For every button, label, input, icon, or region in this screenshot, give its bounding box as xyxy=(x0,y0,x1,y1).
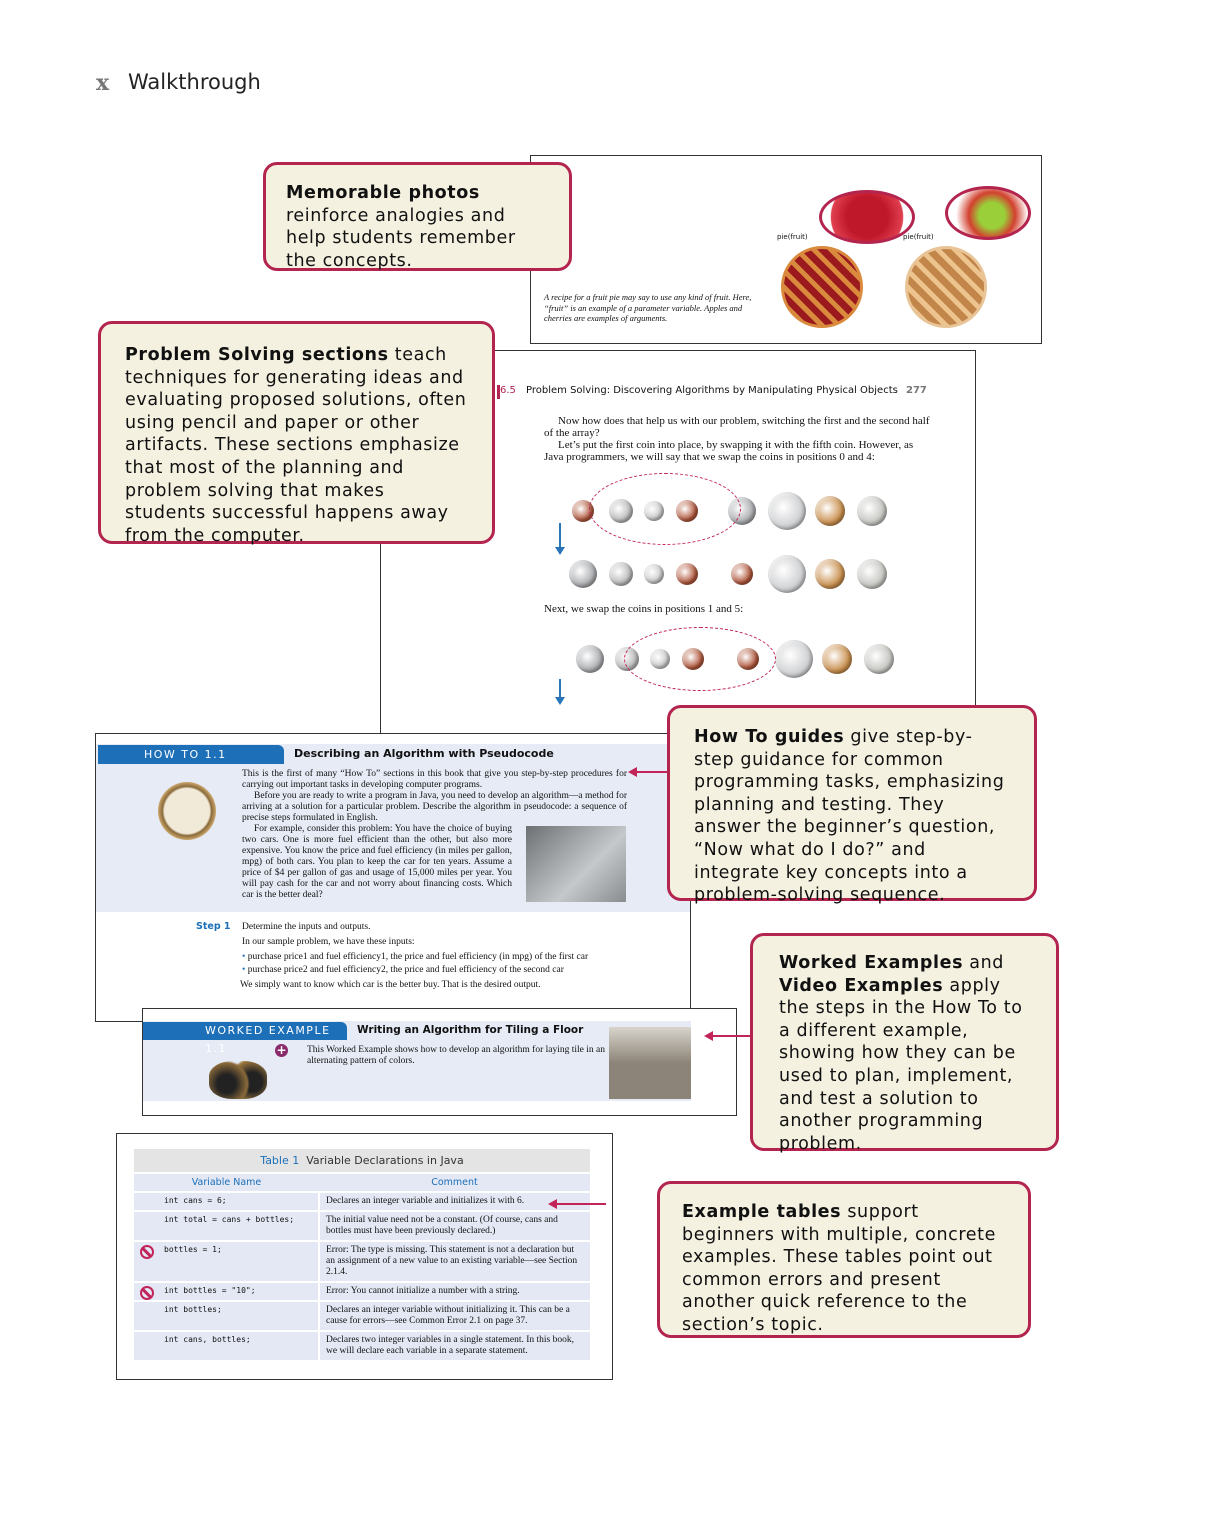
down-arrow xyxy=(559,679,561,699)
worked-example-label: WORKED EXAMPLE 1.1 xyxy=(143,1022,347,1040)
paragraph: Next, we swap the coins in positions 1 and 5: xyxy=(544,603,744,615)
worked-example-title: Writing an Algorithm for Tiling a Floor xyxy=(357,1024,584,1036)
silver-dollar-coin xyxy=(857,496,887,526)
variable-code: int bottles = "10"; xyxy=(134,1282,319,1301)
penny-coin xyxy=(676,563,698,585)
swap-arrow xyxy=(589,473,741,545)
half-dollar-coin xyxy=(768,555,806,593)
nickel-coin xyxy=(609,562,633,586)
page-number: 277 xyxy=(906,385,927,396)
comment: Error: You cannot initialize a number with a string. xyxy=(319,1282,590,1301)
how-to-excerpt xyxy=(95,733,691,1022)
table-row xyxy=(134,1331,590,1361)
step-body: Determine the inputs and outputs. In our sample problem, we have these inputs: • purchase price1 and fuel efficiency1, the price and fuel efficiency (in mpg) of the first car • purchase price2 and fuel efficiency2, the price and fuel efficiency of the second car We simply want to know which car is the better buy. That is the desired output. xyxy=(242,920,662,993)
callout-memorable-photos: Memorable photos reinforce analogies and help students remember the concepts. xyxy=(263,162,572,271)
pointer-arrow xyxy=(556,1203,606,1205)
plus-icon[interactable]: + xyxy=(276,1043,287,1057)
penny-coin xyxy=(731,563,753,585)
step-label: Step 1 xyxy=(196,921,231,932)
error-icon xyxy=(140,1286,154,1300)
paragraph: Let’s put the first coin into place, by swapping it with the fifth coin. However, as Java programmers, we will say that we swap the coins in positions 0 and 4: xyxy=(544,439,914,463)
comment: Declares an integer variable and initializes it with 6. xyxy=(319,1192,590,1211)
column-header: Comment xyxy=(319,1173,590,1192)
callout-example-tables: Example tables support beginners with multiple, concrete examples. These tables point out common errors and present another quick reference to the section’s topic. xyxy=(657,1181,1031,1338)
variable-code: int cans, bottles; xyxy=(134,1331,319,1361)
variable-code: int total = cans + bottles; xyxy=(134,1211,319,1241)
cherry-pie-image xyxy=(781,246,863,328)
pie-label-2: pie(fruit) xyxy=(903,233,934,241)
variable-declarations-table xyxy=(134,1149,590,1362)
how-to-label: HOW TO 1.1 xyxy=(98,745,284,764)
worked-example-excerpt xyxy=(142,1008,737,1116)
silver-dollar-coin xyxy=(864,644,894,674)
quarter-coin xyxy=(576,645,604,673)
pie-label-1: pie(fruit) xyxy=(777,233,808,241)
pointer-arrow xyxy=(636,771,670,773)
column-header: Variable Name xyxy=(134,1173,319,1192)
apples-image xyxy=(945,186,1031,240)
binoculars-image xyxy=(209,1061,267,1099)
half-dollar-coin xyxy=(775,640,813,678)
variable-code: bottles = 1; xyxy=(134,1241,319,1282)
comment: Error: The type is missing. This statement is not a declaration but an assignment of a new value to an existing variable—see Section 2.1.4. xyxy=(319,1241,590,1282)
apple-pie-image xyxy=(905,246,987,328)
section-number: 6.5 xyxy=(500,385,516,396)
gold-dollar-coin xyxy=(815,496,845,526)
callout-worked-examples: Worked Examples and Video Examples apply the steps in the How To to a different example, showing how they can be used to plan, implement, and test a solution to another programming problem. xyxy=(750,933,1059,1151)
table-caption: Table 1 Variable Declarations in Java xyxy=(134,1149,590,1173)
gas-pump-image xyxy=(526,826,626,902)
gold-dollar-coin xyxy=(822,644,852,674)
section-title: Problem Solving: Discovering Algorithms by Manipulating Physical Objects xyxy=(526,385,898,396)
variable-code: int bottles; xyxy=(134,1301,319,1331)
table-row xyxy=(134,1192,590,1211)
table-row xyxy=(134,1241,590,1282)
fruit-photo-excerpt xyxy=(530,155,1042,344)
fruit-caption: A recipe for a fruit pie may say to use any kind of fruit. Here, “fruit” is an example of a parameter variable. Apples and cherries are examples of arguments. xyxy=(544,292,752,323)
table-row xyxy=(134,1211,590,1241)
swap-arrow xyxy=(624,627,776,691)
callout-problem-solving: Problem Solving sections teach techniques for generating ideas and evaluating proposed solutions, often using pencil and paper or other artifacts. These sections emphasize that most of the planning and problem solving that makes students successful happens away from the computer. xyxy=(98,321,495,544)
bullet: • purchase price2 and fuel efficiency2, the price and fuel efficiency of the second car xyxy=(242,965,564,975)
callout-how-to: How To guides give step-by-step guidance for common programming tasks, emphasizing planning and testing. They answer the beginner’s question, “Now what do I do?” and integrate key concepts into a problem-solving sequence. xyxy=(667,705,1037,901)
variable-code: int cans = 6; xyxy=(134,1192,319,1211)
page-numeral: x xyxy=(96,70,110,96)
down-arrow xyxy=(559,523,561,549)
comment: Declares an integer variable without initializing it. This can be a cause for errors—see Common Error 2.1 on page 37. xyxy=(319,1301,590,1331)
error-icon xyxy=(140,1245,154,1259)
comment: Declares two integer variables in a single statement. In this book, we will declare each variable in a separate statement. xyxy=(319,1331,590,1361)
dime-coin xyxy=(644,564,664,584)
paragraph: Now how does that help us with our problem, switching the first and the second half of the array? xyxy=(544,415,930,439)
table-row xyxy=(134,1282,590,1301)
page-title: Walkthrough xyxy=(128,70,261,94)
comment: The initial value need not be a constant. (Of course, cans and bottles must have been previously declared.) xyxy=(319,1211,590,1241)
tiling-photo xyxy=(609,1027,691,1099)
bullet: • purchase price1 and fuel efficiency1, the price and fuel efficiency (in mpg) of the first car xyxy=(242,952,589,962)
silver-dollar-coin xyxy=(857,559,887,589)
table-row xyxy=(134,1301,590,1331)
how-to-body: This is the first of many “How To” sections in this book that give you step-by-step procedures for carrying out important tasks in developing computer programs. Before you are ready to write a program in Java, you need to develop an algorithm—a method for arriving at a solution for a particular problem. Describe the algorithm in pseudocode: a sequence of precise steps formulated in English. For example, consider this problem: You have the choice of buying two cars. One is more fuel efficient than the other, but also more expensive. You know the price and fuel efficiency (in miles per gallon, mpg) of both cars. You plan to keep the car for ten years. Assume a price of $4 per gallon of gas and usage of 15,000 miles per year. You will pay cash for the car and not worry about financing costs. Which car is the better deal? xyxy=(242,769,627,900)
cherries-image xyxy=(819,190,915,244)
pointer-arrow xyxy=(712,1035,750,1037)
pressure-gauge-image xyxy=(158,782,216,840)
gold-dollar-coin xyxy=(815,559,845,589)
half-dollar-coin xyxy=(768,492,806,530)
quarter-coin xyxy=(569,560,597,588)
worked-example-text: This Worked Example shows how to develop an algorithm for laying tile in an alternating pattern of colors. xyxy=(307,1045,605,1066)
how-to-title: Describing an Algorithm with Pseudocode xyxy=(294,747,554,760)
